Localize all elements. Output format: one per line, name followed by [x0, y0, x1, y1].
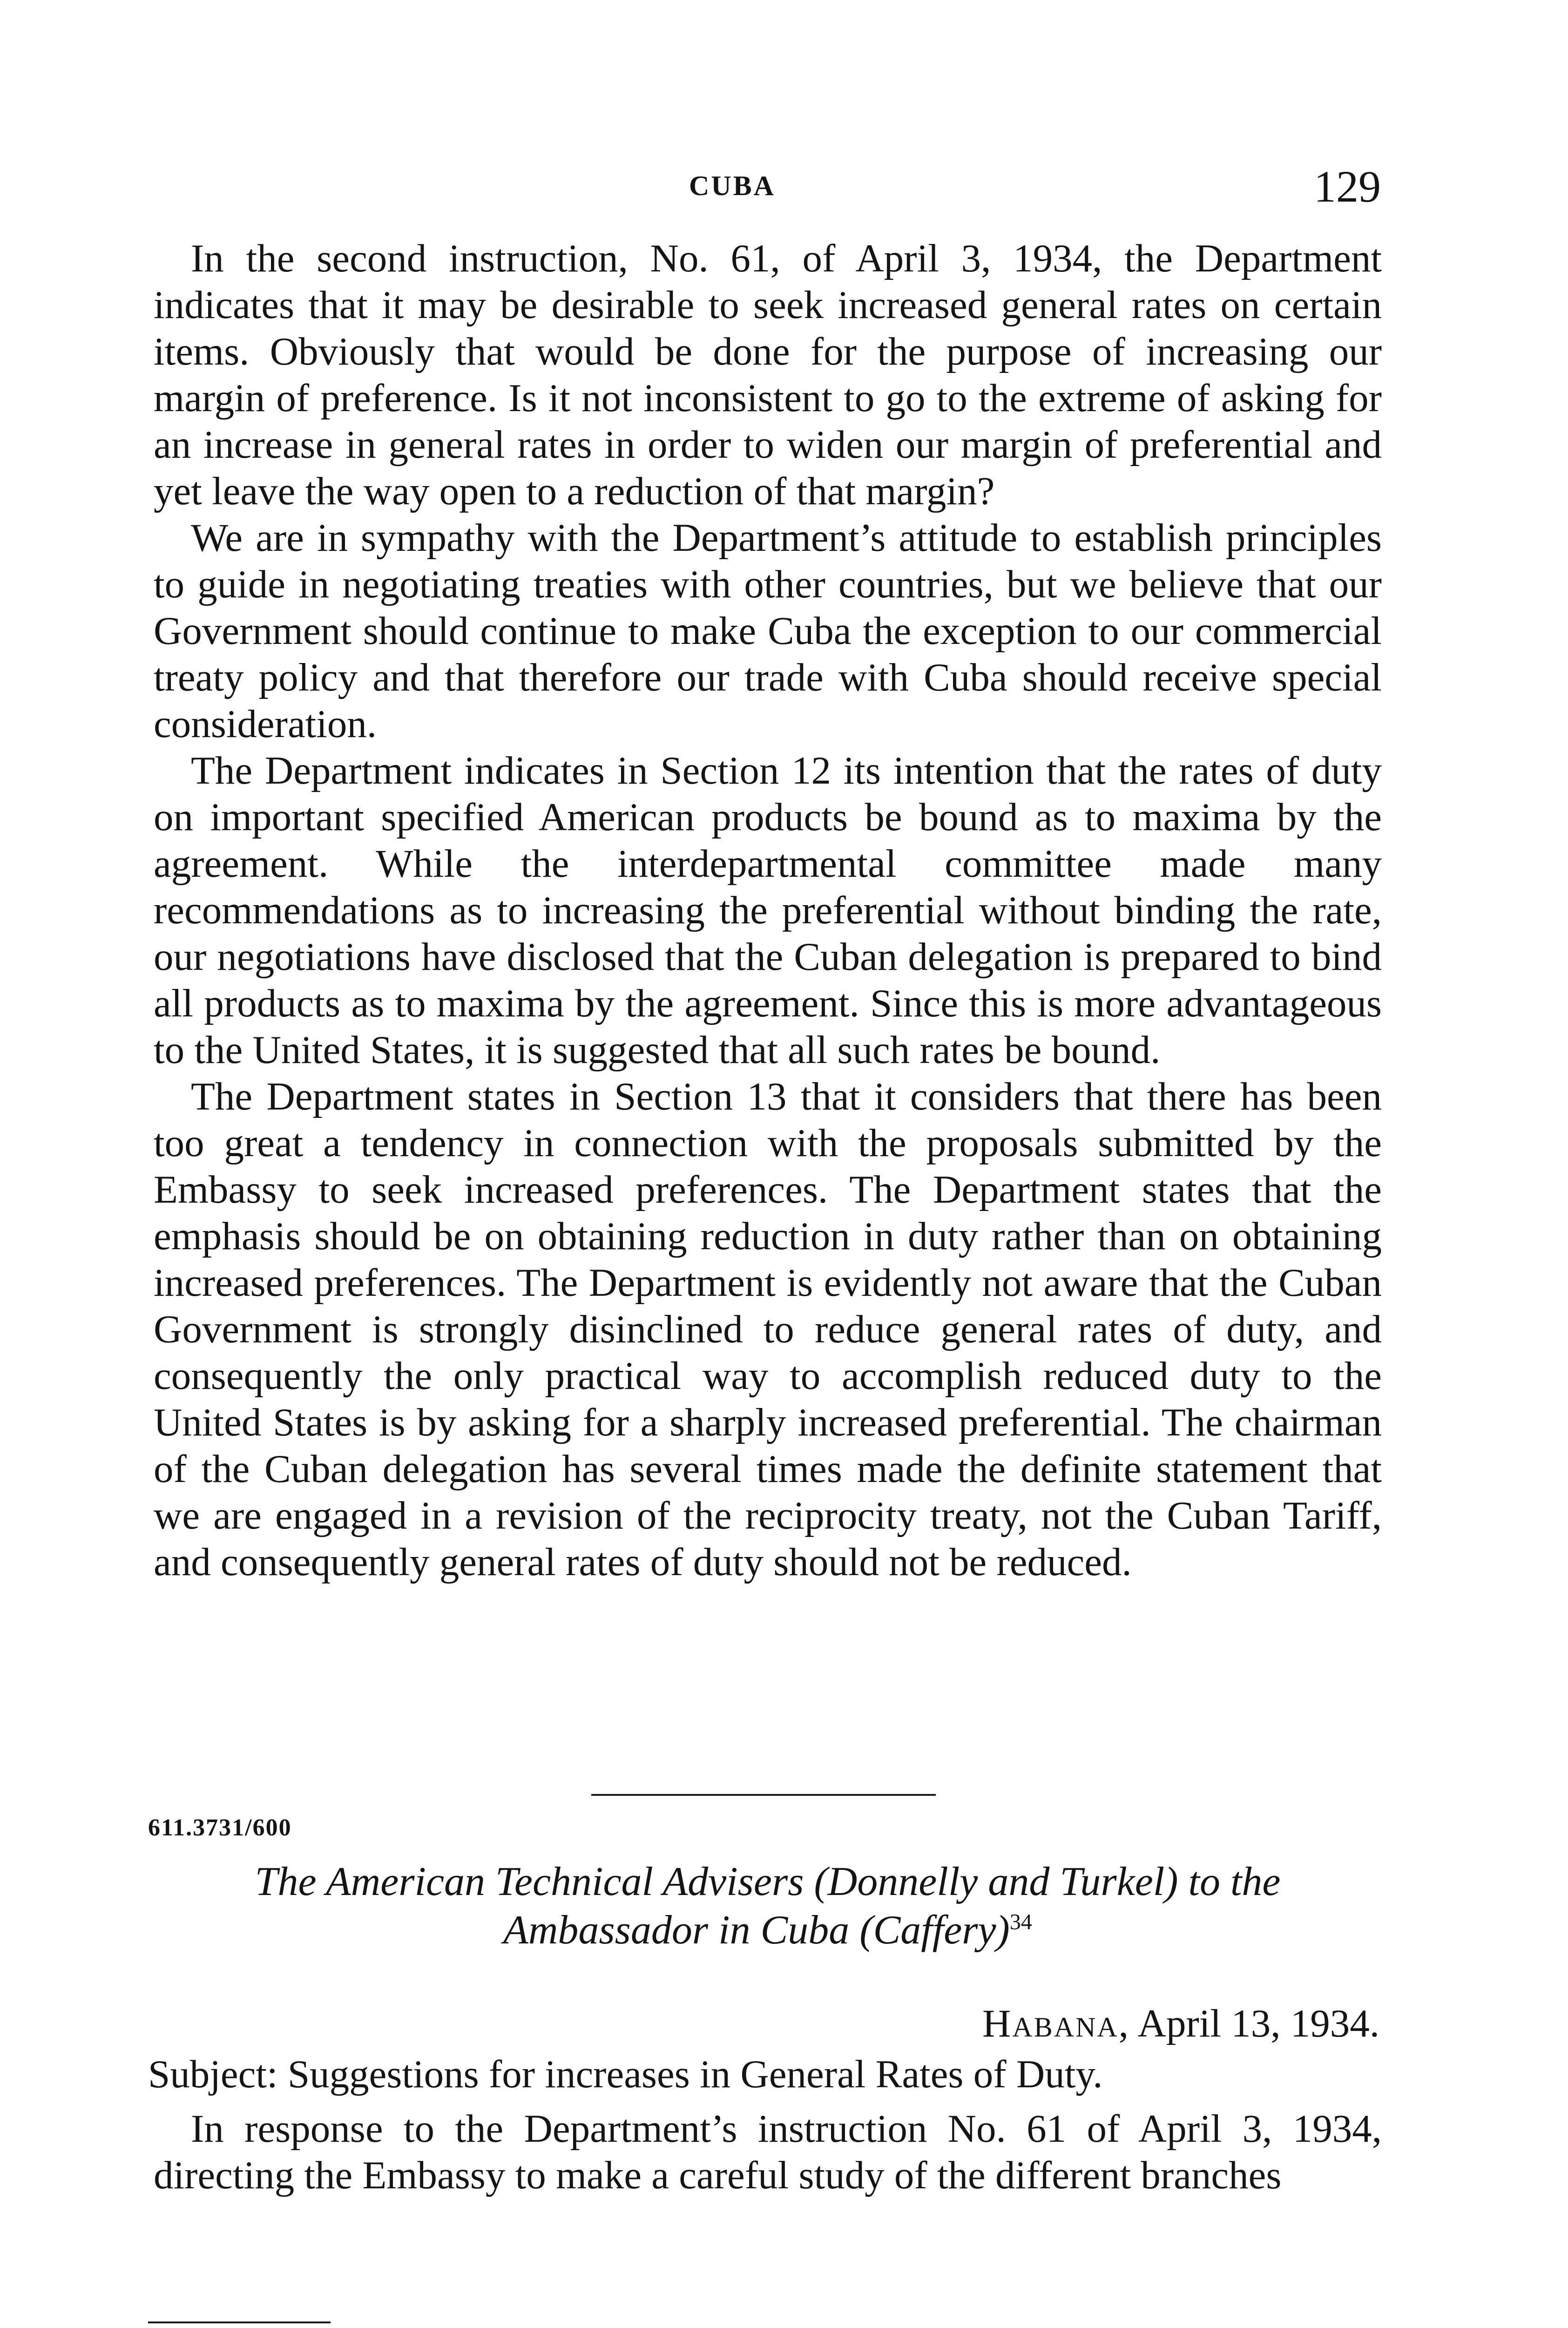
page-number: 129: [1314, 162, 1381, 211]
footnote-ref: 34: [1009, 1909, 1032, 1935]
dateline-date: April 13, 1934.: [1137, 2002, 1379, 2045]
paragraph: We are in sympathy with the Department’s attitude to establish principles to guide in negotiating treaties with other countries, but we believe that our Government should continue to make Cuba the exception to our commercial treaty policy and that therefore our trade with Cuba should receive special consideration.: [154, 516, 1382, 746]
document-heading: [154, 1858, 1382, 1955]
subject-label: Subject:: [148, 2052, 278, 2096]
file-number: 611.3731/600: [148, 1814, 292, 1841]
dateline-place: Habana,: [982, 2002, 1130, 2045]
heading-line-2: [154, 1906, 1382, 1955]
heading-line-1: The American Technical Advisers (Donnelly and Turkel) to the: [255, 1859, 1281, 1904]
footnote-divider: [148, 2321, 331, 2323]
paragraph: The Department indicates in Section 12 its intention that the rates of duty on important specified American products be bound as to maxima by the agreement. While the interdepartmental committee made many recommendations as to increasing the preferential without binding the rate, our negotiations have disclosed that the Cuban delegation is prepared to bind all products as to maxima by the agreement. Since this is more advantageous to the United States, it is suggested that all such rates be bound.: [154, 749, 1382, 1072]
subject-line: [148, 2051, 1103, 2097]
running-header: [0, 161, 1568, 212]
section-divider: [591, 1794, 936, 1796]
dateline: [982, 2001, 1379, 2046]
opening-paragraph: In response to the Department’s instruction No. 61 of April 3, 1934, directing the Embassy to make a careful study of the different branches: [154, 2107, 1382, 2197]
paragraph: The Department states in Section 13 that it considers that there has been too great a tendency in connection with the proposals submitted by the Embassy to seek increased preferences. The Department states that the emphasis should be on obtaining reduction in duty rather than on obtaining increased preferences. The Department is evidently not aware that the Cuban Government is strongly disinclined to reduce general rates of duty, and consequently the only practical way to accomplish reduced duty to the United States is by asking for a sharply increased preferential. The chairman of the Cuban delegation has several times made the definite statement that we are engaged in a revision of the reciprocity treaty, not the Cuban Tariff, and consequently general rates of duty should not be reduced.: [154, 1075, 1382, 1584]
heading-line-2-text: Ambassador in Cuba (Caffery): [503, 1908, 1010, 1953]
document-body: [154, 2105, 1382, 2199]
running-title: CUBA: [689, 170, 776, 201]
subject-text: Suggestions for increases in General Rates of Duty.: [287, 2052, 1103, 2096]
continued-text-block: [154, 235, 1382, 1585]
paragraph: In the second instruction, No. 61, of April 3, 1934, the Department indicates that it may be desirable to seek increased general rates on certain items. Obviously that would be done for the purpose of increasing our margin of preference. Is it not inconsistent to go to the extreme of asking for an increase in general rates in order to widen our margin of preferential and yet leave the way open to a reduction of that margin?: [154, 237, 1382, 513]
